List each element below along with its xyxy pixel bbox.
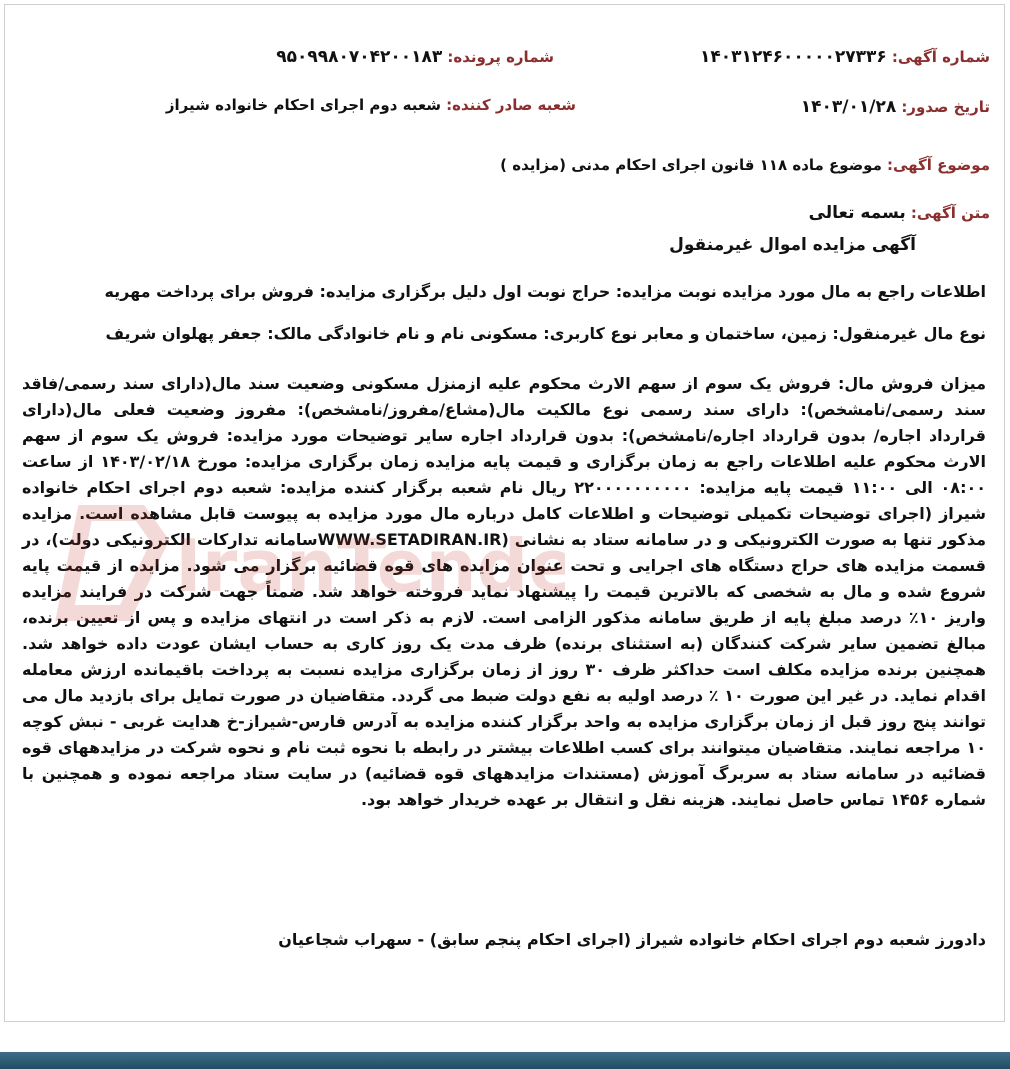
svg-text:IranTender.net: IranTende (175, 524, 565, 608)
bottom-bar (0, 1052, 1010, 1069)
case-number-field (276, 47, 554, 67)
subject-label: موضوع آگهی: (886, 156, 990, 174)
issuer-field (166, 95, 576, 114)
text-label-field (809, 203, 990, 223)
notice-page (4, 4, 1005, 1022)
case-number-value: ۹۵۰۹۹۸۰۷۰۴۲۰۰۱۸۳ (276, 47, 443, 67)
paragraph-details: میزان فروش مال: فروش یک سوم از سهم الارث محکوم علیه ازمنزل مسکونی وضعیت سند مال(دارای سند رسمی/فاقد سند رسمی/نامشخص): دارای سند رسمی نوع مالکیت مال(مشاع/مفروز/نامشخص): مفروز وضعیت فعلی مال(دارای قرارداد اجاره/ بدون قرارداد اجاره/نامشخص): بدون قرارداد اجاره سایر توضیحات مورد مزایده: فروش یک سوم از سهم الارث محکوم علیه اطلاعات راجع به زمان برگزاری و قیمت پایه مزایده زمان برگزاری مزایده: مورخ ۱۴۰۳/۰۲/۱۸ از ساعت ۰۸:۰۰ الی ۱۱:۰۰ قیمت پایه مزایده: ۲۲۰۰۰۰۰۰۰۰۰۰ ریال نام شعبه برگزار کننده مزایده: شعبه دوم اجرای احکام خانواده شیراز (اجرای توضیحات تکمیلی توضیحات و اطلاعات کامل درباره مال مورد مزایده به پیوست قابل مشاهده است. مزایده مذکور تنها به صورت الکترونیکی و در سامانه ستاد به نشانی (WWW.SETADIRAN.IRسامانه تدارکات الکترونیکی دولت)، در قسمت مزایده های حراج دستگاه های اجرایی و تحت عنوان مزایده های قوه قضائیه برگزار می شود. مزایده از قیمت پایه شروع شده و مال به شخصی که بالاترین قیمت را پیشنهاد نماید فروخته خواهد شد. ضمناً جهت شرکت در فرایند مزایده واریز ۱۰٪ درصد مبلغ پایه از طریق سامانه مذکور الزامی است. لازم به ذکر است در انتهای مزایده و پس از تعیین برنده، مبالغ تضمین سایر شرکت کنندگان (به استثنای برنده) ظرف مدت یک روز کاری به حساب ایشان عودت داده خواهد شد. همچنین برنده مزایده مکلف است حداکثر ظرف ۳۰ روز از زمان برگزاری مزایده نسبت به پرداخت باقیمانده ارزش معامله اقدام نماید. در غیر این صورت ۱۰ ٪ درصد اولیه به نفع دولت ضبط می گردد. متقاضیان در صورت تمایل برای بازدید مال می توانند پنج روز قبل از زمان برگزاری مزایده به واحد برگزار کننده مزایده به آدرس فارس-شیراز-خ هدایت غربی - نبش کوچه ۱۰ مراجعه نمایند. متقاضیان میتوانند برای کسب اطلاعات بیشتر در رابطه با نحوه ثبت نام و نحوه شرکت در مزایدههای قوه قضائیه در سامانه ستاد به سربرگ آموزش (مستندات مزایدههای قوه قضائیه) در سایت ستاد مراجعه نموده و همچنین با شماره ۱۴۵۶ تماس حاصل نمایند. هزینه نقل و انتقال بر عهده خریدار خواهد بود. (22, 374, 987, 809)
ad-number-value: ۱۴۰۳۱۲۴۶۰۰۰۰۰۲۷۳۳۶ (700, 47, 887, 67)
issuer-value: شعبه دوم اجرای احکام خانواده شیراز (165, 96, 442, 114)
paragraph-auction-info: اطلاعات راجع به مال مورد مزایده نوبت مزایده: حراج نوبت اول دلیل برگزاری مزایده: فروش برای پرداخت مهریه (104, 282, 986, 301)
subject-field (500, 155, 990, 174)
ad-number-label: شماره آگهی: (891, 48, 990, 66)
text-title-1: بسمه تعالی (808, 203, 906, 223)
signature: دادورز شعبه دوم اجرای احکام خانواده شیراز (اجرای احکام پنجم سابق) - سهراب شجاعیان (278, 930, 986, 949)
issuer-label: شعبه صادر کننده: (446, 96, 576, 114)
text-label: متن آگهی: (910, 204, 990, 222)
issue-date-value: ۱۴۰۳/۰۱/۲۸ (800, 97, 897, 117)
paragraph-property-type: نوع مال غیرمنقول: زمین، ساختمان و معابر نوع کاربری: مسکونی نام و نام خانوادگی مالک: جعفر پهلوان شریف (105, 324, 986, 343)
ad-number-field (700, 47, 990, 67)
issue-date-field (801, 97, 990, 117)
subject-value: موضوع ماده ۱۱۸ قانون اجرای احکام مدنی (مزایده ) (500, 156, 882, 174)
case-number-label: شماره پرونده: (447, 48, 554, 66)
issue-date-label: تاریخ صدور: (901, 98, 990, 116)
text-title-2: آگهی مزایده اموال غیرمنقول (669, 235, 916, 255)
